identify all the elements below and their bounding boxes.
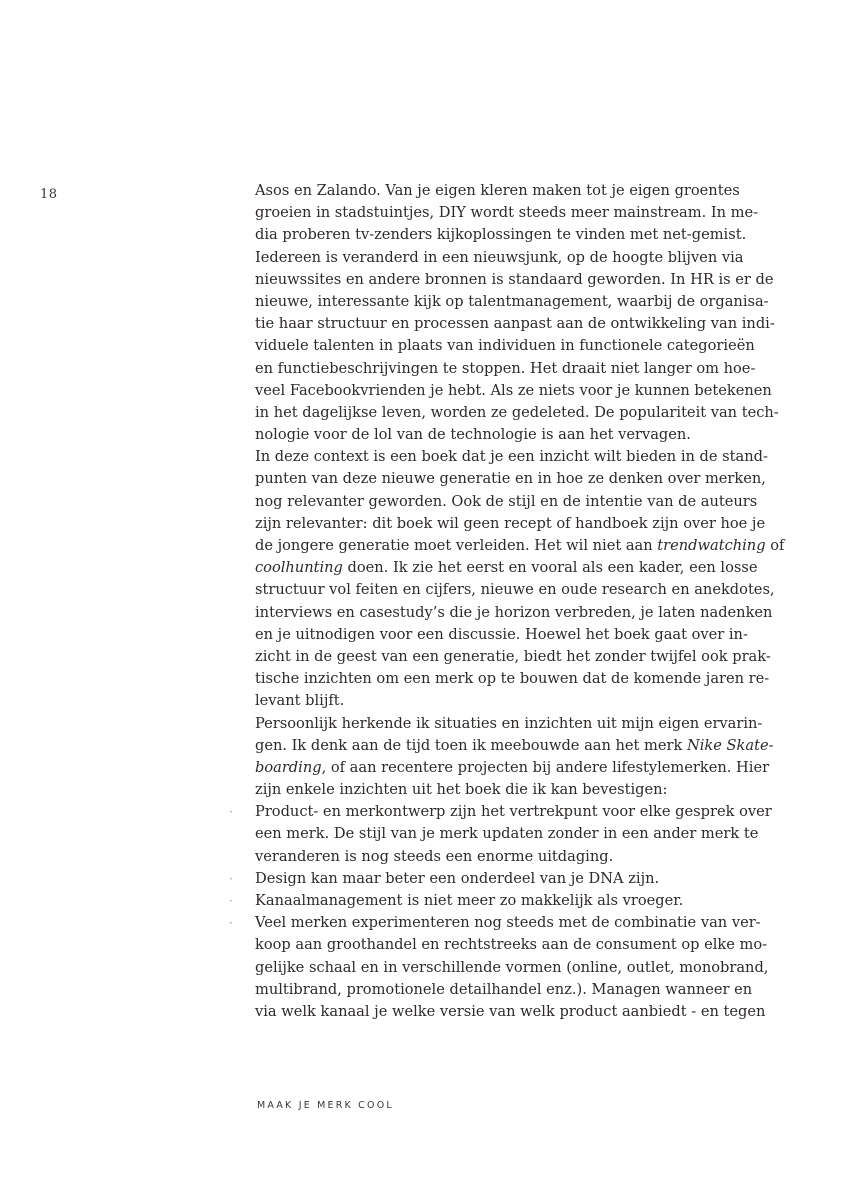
text-line [255,224,747,246]
text-line [255,402,779,424]
text-line [255,668,770,690]
line-text: tie haar structuur en processen aanpast aan de ontwikkeling van indi- [255,315,775,333]
line-text: Kanaalmanagement is niet meer zo makkelijk als vroeger. [255,892,684,909]
line-text: multibrand, promotionele detailhandel enz.). Managen wanneer en [255,980,753,998]
line-text: in het dagelijkse leven, worden ze gedeleted. De populariteit van tech- [255,403,779,421]
text-line [255,757,770,779]
text-line [255,424,725,446]
text-line [255,513,766,535]
text-line [255,557,758,579]
text-line [255,358,756,380]
text-line [255,823,759,845]
bullet-marker: · [229,894,233,908]
line-text: punten van deze nieuwe generatie en in hoe ze denken over merken, [255,470,766,488]
line-text: zicht in de geest van een generatie, biedt het zonder twijfel ook prak- [255,647,771,665]
text-line [255,491,758,513]
line-text: een merk. De stijl van je merk updaten zonder in een ander merk te [255,825,759,843]
bullet-line [229,912,761,934]
line-text: Veel merken experimenteren nog steeds met de combinatie van ver- [255,914,761,932]
line-text: veranderen is nog steeds een enorme uitdaging. [255,847,614,865]
bullet-marker: · [229,916,233,931]
line-text: gelijke schaal en in verschillende vormen (online, outlet, monobrand, [255,958,769,976]
text-line [255,1001,766,1023]
text-line [255,202,759,224]
line-text: Asos en Zalando. Van je eigen kleren maken tot je eigen groentes [255,182,740,199]
text-line [255,602,773,624]
text-line [255,180,740,202]
page-number: 18 [40,187,58,202]
running-footer: MAAK JE MERK COOL [257,1100,394,1111]
line-text: Design kan maar beter een onderdeel van je DNA zijn. [255,869,660,887]
text-line [255,335,755,357]
line-text: , of aan recentere projecten bij andere lifestylemerken. Hier [321,758,770,776]
italic-term: Nike Skate- [687,736,774,754]
line-text: In deze context is een boek dat je een inzicht wilt bieden in de stand- [255,448,768,466]
line-text: zijn enkele inzichten uit het boek die ik kan bevestigen: [255,781,668,799]
text-line [255,846,725,868]
line-text: de jongere generatie moet verleiden. Het wil niet aan [255,537,658,554]
text-line [255,291,769,313]
line-text: levant blijft. [255,692,345,710]
italic-term: coolhunting [255,559,343,577]
line-text: viduele talenten in plaats van individuen in functionele categorieën [255,337,755,355]
text-line [255,646,771,668]
line-text: tische inzichten om een merk op te bouwen dat de komende jaren re- [255,670,770,688]
text-line [255,735,774,757]
text-line [255,779,725,801]
text-line [255,380,772,402]
line-text: doen. Ik zie het eerst en vooral als een kader, een losse [342,559,758,577]
text-line [255,713,763,735]
line-text: structuur vol feiten en cijfers, nieuwe en oude research en anekdotes, [255,581,775,599]
body-text [229,180,785,1023]
text-line [255,313,775,335]
line-text: zijn relevanter: dit boek wil geen recept of handboek zijn over hoe je [255,514,766,532]
line-text: en je uitnodigen voor een discussie. Hoewel het boek gaat over in- [255,625,748,643]
text-line [255,934,768,956]
line-text: en functiebeschrijvingen te stoppen. Het draait niet langer om hoe- [255,359,756,377]
line-text: groeien in stadstuintjes, DIY wordt steeds meer mainstream. In me- [255,204,759,222]
bullet-marker: · [229,805,233,820]
line-text: Product- en merkontwerp zijn het vertrekpunt voor elke gesprek over [255,803,772,821]
line-text: Persoonlijk herkende ik situaties en inzichten uit mijn eigen ervarin- [255,714,763,732]
line-text: via welk kanaal je welke versie van welk product aanbiedt - en tegen [255,1002,766,1020]
text-line [255,446,768,468]
line-text: koop aan groothandel en rechtstreeks aan de consument op elke mo- [255,936,768,954]
text-line [255,624,748,646]
text-line [255,690,725,712]
bullet-marker: · [229,871,233,886]
text-line [255,468,766,490]
line-text: nologie voor de lol van de technologie is aan het vervagen. [255,426,691,444]
text-line [255,269,774,291]
line-text: nieuwssites en andere bronnen is standaard geworden. In HR is er de [255,270,774,288]
line-text: nieuwe, interessante kijk op talentmanagement, waarbij de organisa- [255,292,769,310]
italic-term: trendwatching [657,537,766,554]
text-line [255,979,753,1001]
line-text: dia proberen tv-zenders kijkoplossingen te vinden met net-gemist. [255,226,747,244]
line-text: interviews en casestudy’s die je horizon verbreden, je laten nadenken [255,603,773,621]
text-line [255,247,744,269]
text-line [255,957,769,979]
bullet-line [229,890,725,912]
text-line [255,535,785,557]
line-text: of [765,537,785,554]
text-line [255,579,775,601]
bullet-line [229,801,772,823]
line-text: veel Facebookvrienden je hebt. Als ze niets voor je kunnen betekenen [255,381,772,399]
italic-term: boarding [255,758,322,776]
line-text: Iedereen is veranderd in een nieuwsjunk, op de hoogte blijven via [255,248,744,266]
line-text: nog relevanter geworden. Ook de stijl en de intentie van de auteurs [255,492,758,510]
bullet-line [229,868,725,890]
line-text: gen. Ik denk aan de tijd toen ik meebouwde aan het merk [255,736,687,754]
